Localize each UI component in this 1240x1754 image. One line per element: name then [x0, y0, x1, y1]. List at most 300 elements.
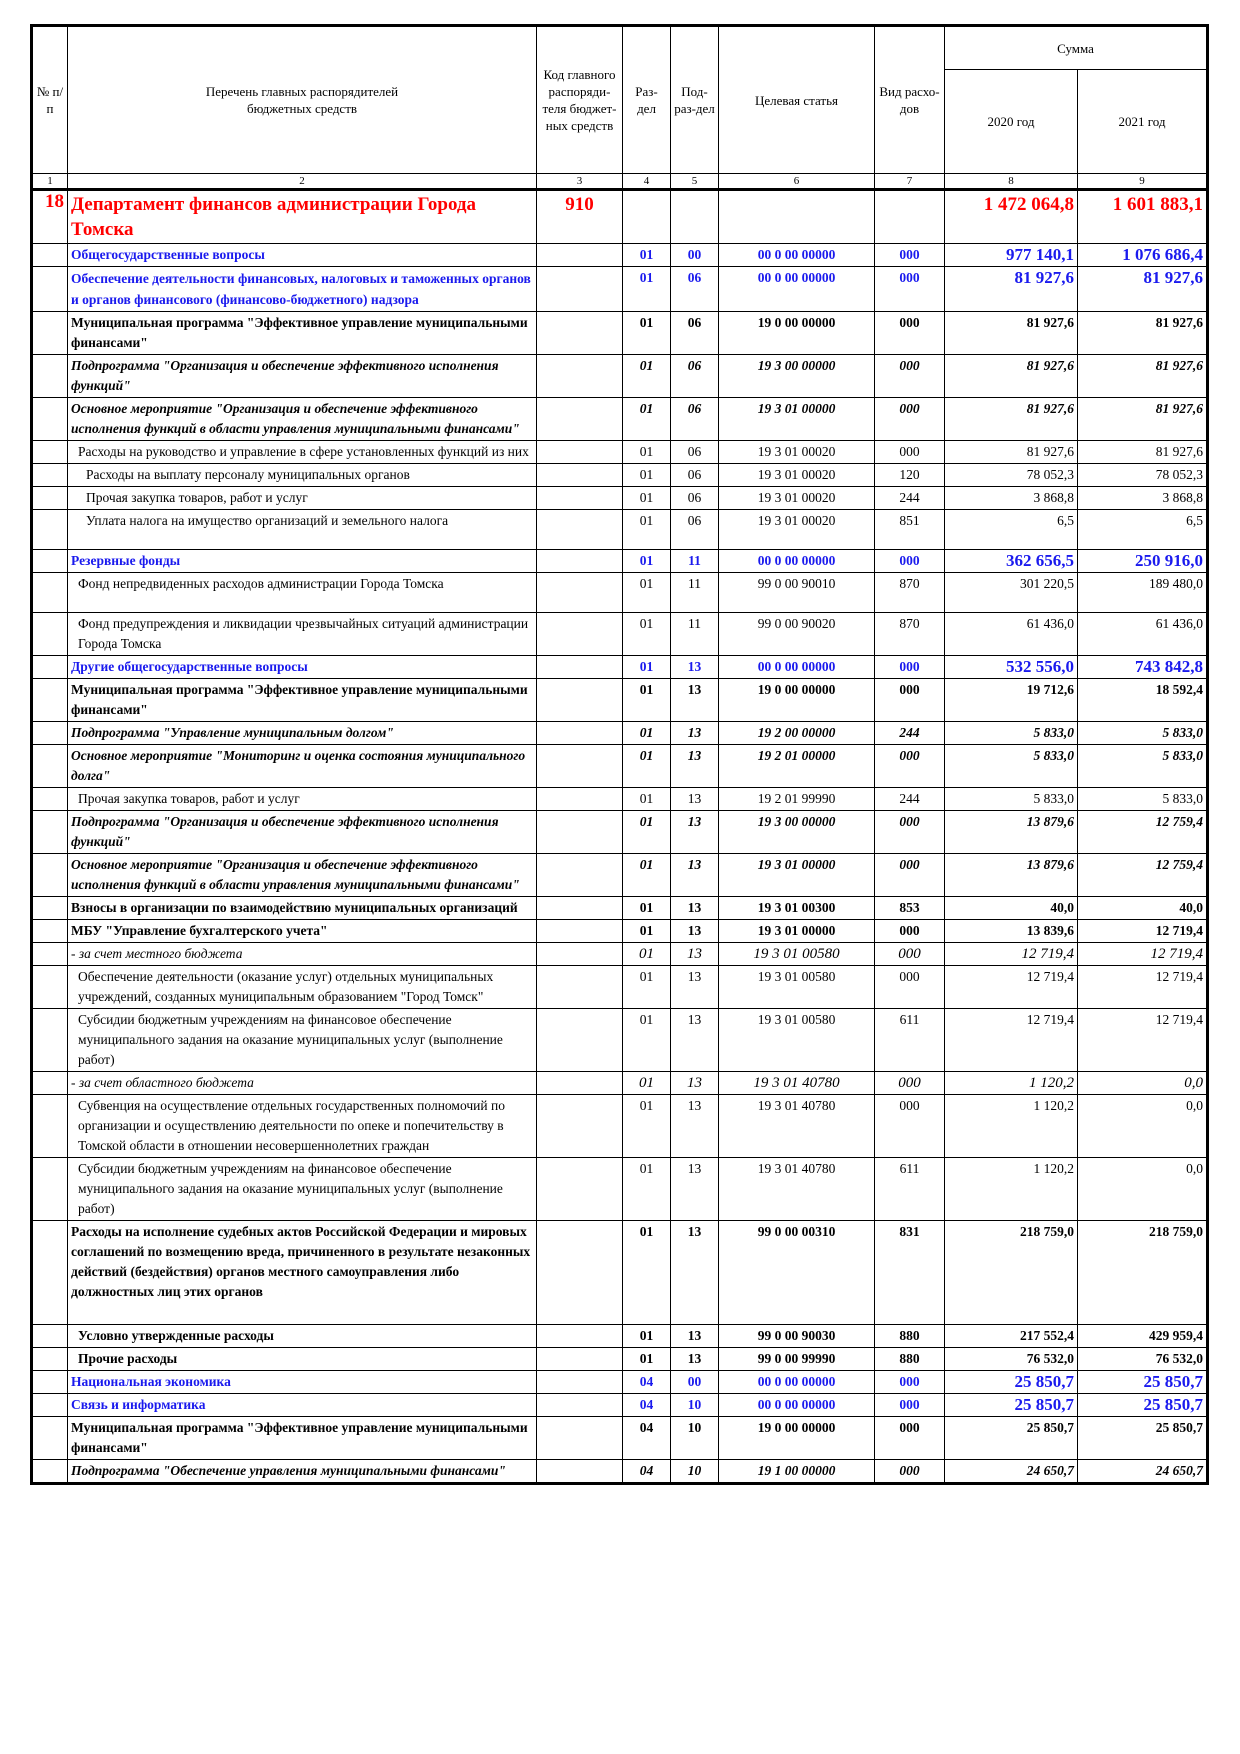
row-num-cell [32, 656, 68, 679]
row-vid: 611 [875, 1158, 945, 1221]
row-name: Подпрограмма "Организация и обеспечение эффективного исполнения функций" [68, 355, 537, 398]
header-name: Перечень главных распорядителей бюджетных средств [68, 26, 537, 174]
row-target: 19 3 01 00000 [719, 398, 875, 441]
row-sum-2021: 5 833,0 [1078, 722, 1208, 745]
empty-cell [671, 190, 719, 244]
table-row [32, 920, 1208, 943]
row-razdel: 01 [623, 487, 671, 510]
col-number: 7 [875, 174, 945, 190]
row-target: 00 0 00 00000 [719, 550, 875, 573]
table-row [32, 943, 1208, 966]
row-podrazdel: 13 [671, 656, 719, 679]
row-name: Обеспечение деятельности (оказание услуг) отдельных муниципальных учреждений, созданных муниципальным образованием "Город Томск" [68, 966, 537, 1009]
row-target: 19 0 00 00000 [719, 1417, 875, 1460]
row-sum-2021: 81 927,6 [1078, 267, 1208, 312]
row-sum-2021: 0,0 [1078, 1095, 1208, 1158]
row-podrazdel: 00 [671, 1371, 719, 1394]
header-razdel: Раз-дел [623, 26, 671, 174]
row-vid: 000 [875, 312, 945, 355]
row-sum-2020: 81 927,6 [945, 267, 1078, 312]
row-num-cell [32, 1158, 68, 1221]
budget-table-page [30, 24, 1206, 1485]
table-row [32, 1072, 1208, 1095]
row-vid: 120 [875, 464, 945, 487]
row-razdel: 01 [623, 1221, 671, 1325]
row-sum-2020: 13 839,6 [945, 920, 1078, 943]
row-num-cell [32, 897, 68, 920]
row-sum-2020: 81 927,6 [945, 398, 1078, 441]
row-num-cell [32, 550, 68, 573]
row-num-cell [32, 1348, 68, 1371]
row-sum-2021: 12 719,4 [1078, 1009, 1208, 1072]
row-sum-2020: 1 120,2 [945, 1158, 1078, 1221]
row-razdel: 01 [623, 1158, 671, 1221]
empty-cell [875, 190, 945, 244]
table-row [32, 1394, 1208, 1417]
row-num-cell [32, 722, 68, 745]
row-vid: 000 [875, 811, 945, 854]
row-podrazdel: 06 [671, 312, 719, 355]
row-sum-2021: 12 719,4 [1078, 920, 1208, 943]
row-sum-2020: 12 719,4 [945, 943, 1078, 966]
row-name: Муниципальная программа "Эффективное управление муниципальными финансами" [68, 1417, 537, 1460]
table-row [32, 1348, 1208, 1371]
row-sum-2021: 25 850,7 [1078, 1371, 1208, 1394]
row-sum-2020: 19 712,6 [945, 679, 1078, 722]
row-podrazdel: 13 [671, 920, 719, 943]
table-row [32, 656, 1208, 679]
row-sum-2021: 81 927,6 [1078, 398, 1208, 441]
row-num-cell [32, 441, 68, 464]
row-podrazdel: 11 [671, 613, 719, 656]
row-target: 19 2 01 00000 [719, 745, 875, 788]
row-vid: 870 [875, 573, 945, 613]
row-target: 19 3 01 40780 [719, 1158, 875, 1221]
row-name: Условно утвержденные расходы [68, 1325, 537, 1348]
row-code-cell [537, 679, 623, 722]
row-sum-2021: 218 759,0 [1078, 1221, 1208, 1325]
header-code: Код главного распоряди-теля бюджет-ных средств [537, 26, 623, 174]
row-code-cell [537, 943, 623, 966]
row-num-cell [32, 1072, 68, 1095]
col-number: 3 [537, 174, 623, 190]
row-razdel: 04 [623, 1417, 671, 1460]
row-vid: 880 [875, 1348, 945, 1371]
row-vid: 000 [875, 1394, 945, 1417]
row-name: Подпрограмма "Обеспечение управления муниципальными финансами" [68, 1460, 537, 1484]
row-num-cell [32, 811, 68, 854]
row-num-cell [32, 1325, 68, 1348]
row-podrazdel: 13 [671, 679, 719, 722]
row-name: Расходы на выплату персоналу муниципальных органов [68, 464, 537, 487]
row-sum-2020: 3 868,8 [945, 487, 1078, 510]
row-vid: 000 [875, 550, 945, 573]
col-number: 4 [623, 174, 671, 190]
row-razdel: 01 [623, 897, 671, 920]
row-code-cell [537, 1394, 623, 1417]
table-row [32, 244, 1208, 267]
row-razdel: 01 [623, 966, 671, 1009]
row-code-cell [537, 1095, 623, 1158]
row-sum-2020: 218 759,0 [945, 1221, 1078, 1325]
row-sum-2020: 217 552,4 [945, 1325, 1078, 1348]
header-sum: Сумма [945, 26, 1208, 70]
row-code-cell [537, 1417, 623, 1460]
table-row [32, 1325, 1208, 1348]
table-row [32, 355, 1208, 398]
row-target: 99 0 00 90020 [719, 613, 875, 656]
row-code-cell [537, 244, 623, 267]
row-target: 19 3 01 00000 [719, 920, 875, 943]
row-sum-2020: 1 120,2 [945, 1095, 1078, 1158]
row-sum-2020: 81 927,6 [945, 312, 1078, 355]
row-vid: 000 [875, 679, 945, 722]
dept-sum-2020: 1 472 064,8 [945, 190, 1078, 244]
row-vid: 000 [875, 267, 945, 312]
table-row [32, 788, 1208, 811]
row-code-cell [537, 920, 623, 943]
row-sum-2020: 301 220,5 [945, 573, 1078, 613]
row-code-cell [537, 811, 623, 854]
row-num-cell [32, 355, 68, 398]
row-podrazdel: 06 [671, 267, 719, 312]
row-vid: 000 [875, 920, 945, 943]
row-sum-2021: 1 076 686,4 [1078, 244, 1208, 267]
row-num-cell [32, 1221, 68, 1325]
row-code-cell [537, 267, 623, 312]
row-name: Субвенция на осуществление отдельных государственных полномочий по организации и осуществлению деятельности по опеке и попечительству в Томской области в отношении несовершеннолетних граждан [68, 1095, 537, 1158]
row-name: Фонд предупреждения и ликвидации чрезвычайных ситуаций администрации Города Томска [68, 613, 537, 656]
row-target: 99 0 00 00310 [719, 1221, 875, 1325]
row-target: 00 0 00 00000 [719, 1371, 875, 1394]
row-sum-2021: 81 927,6 [1078, 441, 1208, 464]
table-row [32, 1221, 1208, 1325]
row-code-cell [537, 745, 623, 788]
row-name: Прочая закупка товаров, работ и услуг [68, 788, 537, 811]
row-name: Субсидии бюджетным учреждениям на финансовое обеспечение муниципального задания на оказание муниципальных услуг (выполнение работ) [68, 1158, 537, 1221]
row-target: 19 3 01 00580 [719, 966, 875, 1009]
row-sum-2021: 0,0 [1078, 1072, 1208, 1095]
row-podrazdel: 13 [671, 1325, 719, 1348]
col-number: 6 [719, 174, 875, 190]
row-sum-2020: 13 879,6 [945, 854, 1078, 897]
row-sum-2020: 24 650,7 [945, 1460, 1078, 1484]
row-podrazdel: 13 [671, 1158, 719, 1221]
row-target: 19 3 01 00580 [719, 943, 875, 966]
row-sum-2020: 25 850,7 [945, 1417, 1078, 1460]
header-2020: 2020 год [945, 70, 1078, 174]
row-sum-2020: 78 052,3 [945, 464, 1078, 487]
row-sum-2021: 40,0 [1078, 897, 1208, 920]
col-number: 8 [945, 174, 1078, 190]
row-sum-2020: 76 532,0 [945, 1348, 1078, 1371]
row-num-cell [32, 854, 68, 897]
table-row [32, 510, 1208, 550]
row-vid: 000 [875, 441, 945, 464]
row-name: МБУ "Управление бухгалтерского учета" [68, 920, 537, 943]
row-razdel: 01 [623, 355, 671, 398]
row-code-cell [537, 1371, 623, 1394]
row-num-cell [32, 398, 68, 441]
row-razdel: 01 [623, 573, 671, 613]
row-name: Фонд непредвиденных расходов администрации Города Томска [68, 573, 537, 613]
row-name: Муниципальная программа "Эффективное управление муниципальными финансами" [68, 312, 537, 355]
row-num-cell [32, 966, 68, 1009]
row-num-cell [32, 679, 68, 722]
row-podrazdel: 06 [671, 398, 719, 441]
row-code-cell [537, 355, 623, 398]
row-podrazdel: 13 [671, 722, 719, 745]
row-vid: 611 [875, 1009, 945, 1072]
row-sum-2020: 61 436,0 [945, 613, 1078, 656]
header-num: № п/п [32, 26, 68, 174]
table-row [32, 854, 1208, 897]
row-num-cell [32, 244, 68, 267]
row-code-cell [537, 398, 623, 441]
row-name: Прочие расходы [68, 1348, 537, 1371]
row-vid: 244 [875, 487, 945, 510]
row-target: 19 3 01 00020 [719, 464, 875, 487]
row-razdel: 01 [623, 811, 671, 854]
row-name: Прочая закупка товаров, работ и услуг [68, 487, 537, 510]
row-target: 19 1 00 00000 [719, 1460, 875, 1484]
row-sum-2020: 6,5 [945, 510, 1078, 550]
row-code-cell [537, 656, 623, 679]
header-podrazdel: Под-раз-дел [671, 26, 719, 174]
row-razdel: 01 [623, 745, 671, 788]
row-vid: 000 [875, 1072, 945, 1095]
row-name: - за счет областного бюджета [68, 1072, 537, 1095]
row-podrazdel: 13 [671, 811, 719, 854]
row-sum-2020: 40,0 [945, 897, 1078, 920]
row-vid: 880 [875, 1325, 945, 1348]
row-sum-2021: 250 916,0 [1078, 550, 1208, 573]
row-razdel: 01 [623, 1348, 671, 1371]
row-razdel: 01 [623, 854, 671, 897]
row-name: Расходы на исполнение судебных актов Российской Федерации и мировых соглашений по возмещению вреда, причиненного в результате незаконных действий (бездействия) органов местного самоуправления либо должностных лиц этих органов [68, 1221, 537, 1325]
row-razdel: 01 [623, 441, 671, 464]
table-row [32, 1371, 1208, 1394]
row-num-cell [32, 1417, 68, 1460]
row-podrazdel: 13 [671, 1348, 719, 1371]
table-row [32, 487, 1208, 510]
row-target: 19 0 00 00000 [719, 312, 875, 355]
row-name: Субсидии бюджетным учреждениям на финансовое обеспечение муниципального задания на оказание муниципальных услуг (выполнение работ) [68, 1009, 537, 1072]
row-razdel: 01 [623, 722, 671, 745]
row-num-cell [32, 788, 68, 811]
row-code-cell [537, 722, 623, 745]
header-vid: Вид расхо-дов [875, 26, 945, 174]
row-name: Основное мероприятие "Организация и обеспечение эффективного исполнения функций в области управления муниципальными финансами" [68, 854, 537, 897]
table-row [32, 573, 1208, 613]
row-podrazdel: 06 [671, 464, 719, 487]
row-razdel: 01 [623, 312, 671, 355]
row-podrazdel: 13 [671, 1072, 719, 1095]
row-name: - за счет местного бюджета [68, 943, 537, 966]
row-sum-2021: 429 959,4 [1078, 1325, 1208, 1348]
row-sum-2021: 3 868,8 [1078, 487, 1208, 510]
empty-cell [623, 190, 671, 244]
row-podrazdel: 13 [671, 943, 719, 966]
row-sum-2021: 189 480,0 [1078, 573, 1208, 613]
row-code-cell [537, 1460, 623, 1484]
table-row [32, 722, 1208, 745]
row-num-cell [32, 920, 68, 943]
row-sum-2021: 61 436,0 [1078, 613, 1208, 656]
row-name: Расходы на руководство и управление в сфере установленных функций из них [68, 441, 537, 464]
row-name: Муниципальная программа "Эффективное управление муниципальными финансами" [68, 679, 537, 722]
row-code-cell [537, 510, 623, 550]
row-sum-2020: 5 833,0 [945, 788, 1078, 811]
row-vid: 000 [875, 1417, 945, 1460]
row-sum-2021: 78 052,3 [1078, 464, 1208, 487]
row-sum-2021: 6,5 [1078, 510, 1208, 550]
row-num-cell [32, 943, 68, 966]
row-vid: 000 [875, 656, 945, 679]
table-row [32, 1460, 1208, 1484]
row-code-cell [537, 487, 623, 510]
row-sum-2021: 25 850,7 [1078, 1394, 1208, 1417]
row-sum-2021: 18 592,4 [1078, 679, 1208, 722]
header-target: Целевая статья [719, 26, 875, 174]
row-razdel: 04 [623, 1460, 671, 1484]
col-number: 9 [1078, 174, 1208, 190]
row-sum-2021: 76 532,0 [1078, 1348, 1208, 1371]
row-code-cell [537, 1072, 623, 1095]
table-row [32, 312, 1208, 355]
row-podrazdel: 10 [671, 1460, 719, 1484]
row-podrazdel: 13 [671, 745, 719, 788]
row-vid: 000 [875, 943, 945, 966]
row-sum-2020: 12 719,4 [945, 1009, 1078, 1072]
row-podrazdel: 06 [671, 441, 719, 464]
row-code-cell [537, 464, 623, 487]
row-target: 19 0 00 00000 [719, 679, 875, 722]
row-sum-2020: 532 556,0 [945, 656, 1078, 679]
row-razdel: 01 [623, 464, 671, 487]
row-vid: 000 [875, 745, 945, 788]
row-podrazdel: 13 [671, 788, 719, 811]
row-target: 00 0 00 00000 [719, 1394, 875, 1417]
row-code-cell [537, 1158, 623, 1221]
row-name: Подпрограмма "Организация и обеспечение эффективного исполнения функций" [68, 811, 537, 854]
row-podrazdel: 13 [671, 966, 719, 1009]
row-razdel: 01 [623, 679, 671, 722]
row-target: 19 3 01 00000 [719, 854, 875, 897]
row-podrazdel: 11 [671, 573, 719, 613]
row-podrazdel: 10 [671, 1417, 719, 1460]
row-target: 19 3 01 40780 [719, 1072, 875, 1095]
row-target: 00 0 00 00000 [719, 244, 875, 267]
dept-code: 910 [537, 190, 623, 244]
row-name: Основное мероприятие "Организация и обеспечение эффективного исполнения функций в области управления муниципальными финансами" [68, 398, 537, 441]
table-row [32, 1009, 1208, 1072]
row-sum-2021: 81 927,6 [1078, 312, 1208, 355]
row-num-cell [32, 573, 68, 613]
row-podrazdel: 13 [671, 1009, 719, 1072]
row-num-cell [32, 487, 68, 510]
row-num-cell [32, 1460, 68, 1484]
row-sum-2021: 12 759,4 [1078, 811, 1208, 854]
row-target: 99 0 00 90030 [719, 1325, 875, 1348]
row-sum-2020: 81 927,6 [945, 355, 1078, 398]
row-podrazdel: 06 [671, 487, 719, 510]
row-num-cell [32, 267, 68, 312]
row-code-cell [537, 1221, 623, 1325]
col-number: 1 [32, 174, 68, 190]
table-row [32, 1158, 1208, 1221]
row-vid: 000 [875, 966, 945, 1009]
row-code-cell [537, 573, 623, 613]
row-sum-2020: 5 833,0 [945, 722, 1078, 745]
row-razdel: 01 [623, 613, 671, 656]
row-vid: 244 [875, 788, 945, 811]
row-razdel: 01 [623, 788, 671, 811]
row-target: 19 3 01 40780 [719, 1095, 875, 1158]
column-numbers-row [32, 174, 1208, 190]
row-code-cell [537, 1009, 623, 1072]
row-vid: 000 [875, 1460, 945, 1484]
row-code-cell [537, 854, 623, 897]
table-row [32, 441, 1208, 464]
row-target: 19 3 01 00580 [719, 1009, 875, 1072]
row-num-cell [32, 1095, 68, 1158]
row-sum-2021: 24 650,7 [1078, 1460, 1208, 1484]
row-code-cell [537, 441, 623, 464]
table-row [32, 613, 1208, 656]
row-sum-2020: 81 927,6 [945, 441, 1078, 464]
row-name: Связь и информатика [68, 1394, 537, 1417]
row-razdel: 01 [623, 1095, 671, 1158]
empty-cell [719, 190, 875, 244]
row-num-cell [32, 745, 68, 788]
row-name: Национальная экономика [68, 1371, 537, 1394]
row-podrazdel: 06 [671, 510, 719, 550]
table-row [32, 1095, 1208, 1158]
row-razdel: 01 [623, 1072, 671, 1095]
row-num-cell [32, 464, 68, 487]
dept-row [32, 190, 1208, 244]
row-razdel: 01 [623, 943, 671, 966]
row-razdel: 01 [623, 398, 671, 441]
row-name: Уплата налога на имущество организаций и земельного налога [68, 510, 537, 550]
row-name: Общегосударственные вопросы [68, 244, 537, 267]
budget-table [30, 24, 1209, 1485]
row-sum-2020: 1 120,2 [945, 1072, 1078, 1095]
row-podrazdel: 11 [671, 550, 719, 573]
row-target: 19 2 01 99990 [719, 788, 875, 811]
table-row [32, 1417, 1208, 1460]
row-target: 99 0 00 99990 [719, 1348, 875, 1371]
row-name: Основное мероприятие "Мониторинг и оценка состояния муниципального долга" [68, 745, 537, 788]
row-podrazdel: 13 [671, 897, 719, 920]
row-sum-2020: 977 140,1 [945, 244, 1078, 267]
row-vid: 244 [875, 722, 945, 745]
row-podrazdel: 13 [671, 1095, 719, 1158]
col-number: 2 [68, 174, 537, 190]
row-name: Подпрограмма "Управление муниципальным долгом" [68, 722, 537, 745]
table-row [32, 811, 1208, 854]
row-vid: 000 [875, 355, 945, 398]
row-sum-2020: 12 719,4 [945, 966, 1078, 1009]
row-podrazdel: 10 [671, 1394, 719, 1417]
row-sum-2020: 25 850,7 [945, 1394, 1078, 1417]
row-razdel: 01 [623, 510, 671, 550]
row-vid: 853 [875, 897, 945, 920]
row-code-cell [537, 613, 623, 656]
row-num-cell [32, 312, 68, 355]
row-target: 00 0 00 00000 [719, 267, 875, 312]
